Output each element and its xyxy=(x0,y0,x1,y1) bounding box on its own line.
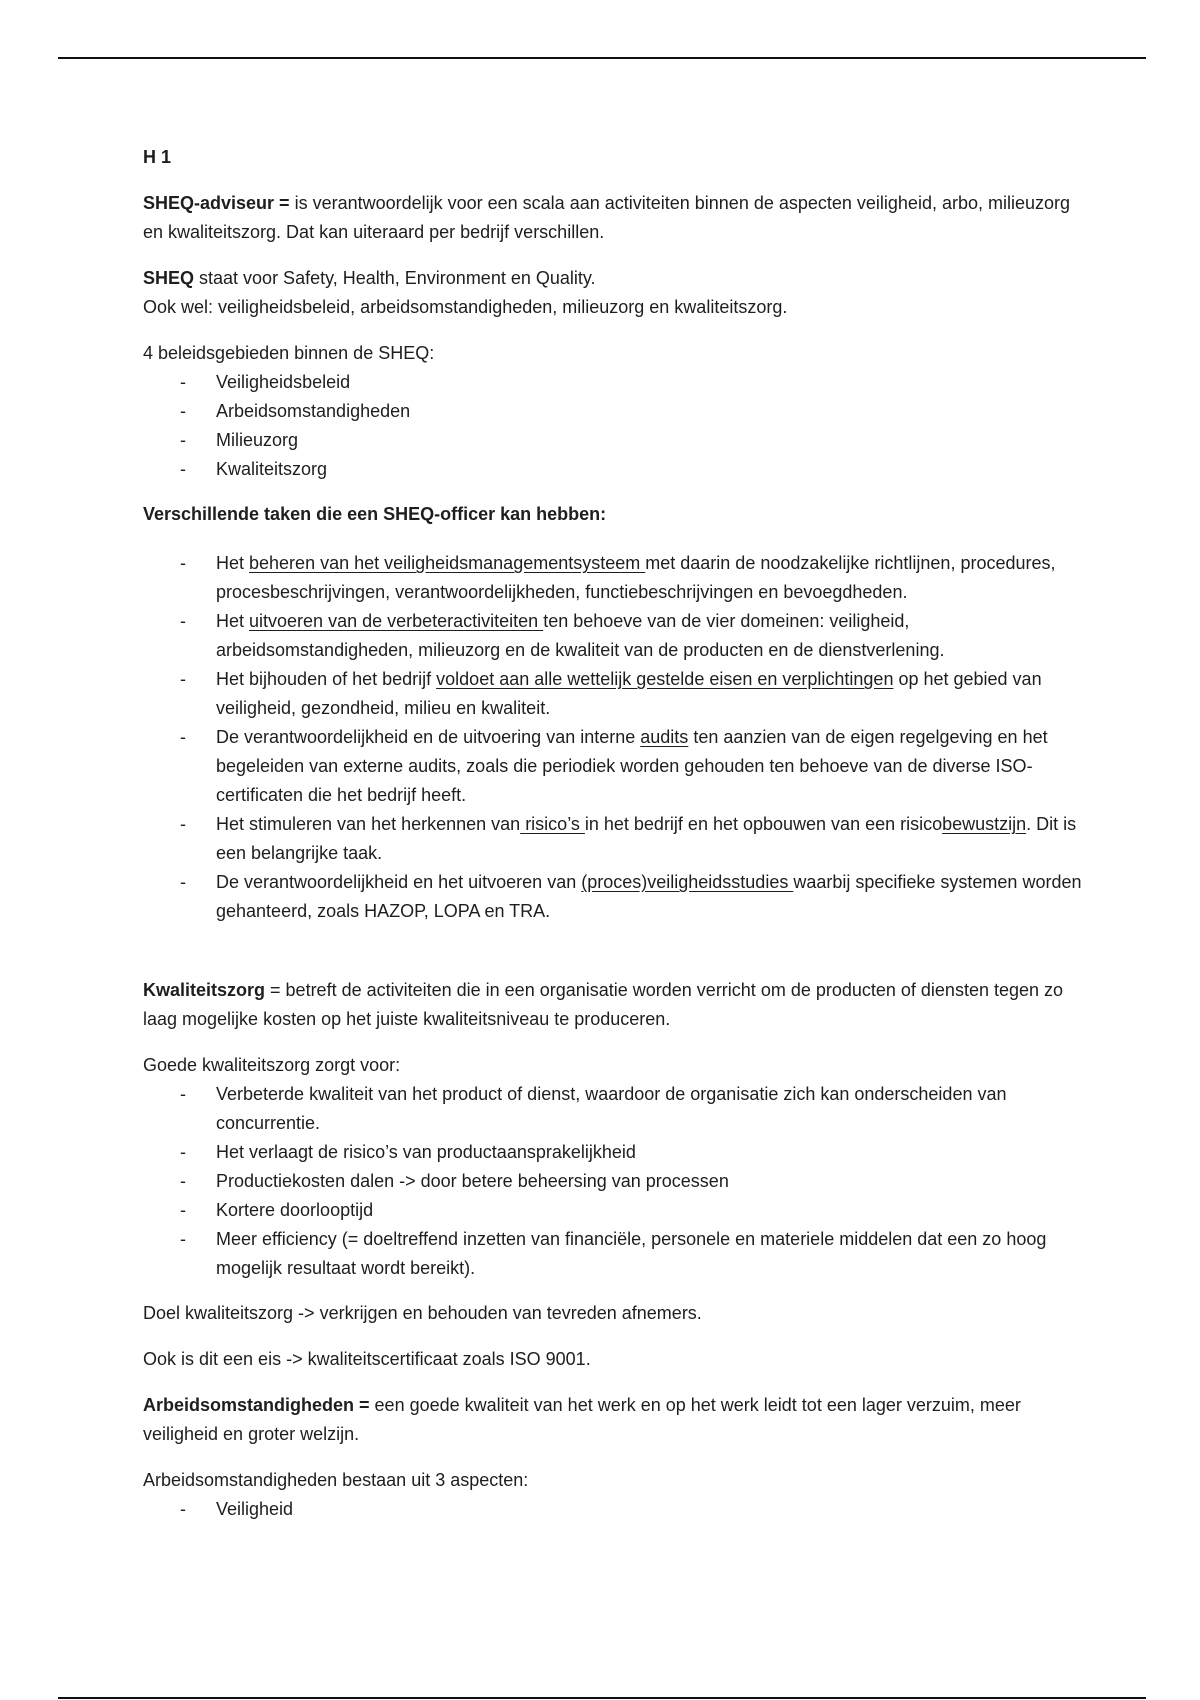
kwaliteitszorg-text: = betreft de activiteiten die in een organisatie worden verricht om de producten of diensten tegen zo laag mogelijke kosten op het juiste kwaliteitsniveau te produceren. xyxy=(143,980,1064,1029)
task-text: op het gebied van veiligheid, gezondheid, milieu en kwaliteit. xyxy=(216,669,1042,718)
list-item xyxy=(143,549,1088,607)
task-text: ten behoeve van de vier domeinen: veiligheid, arbeidsomstandigheden, milieuzorg en de kwaliteit van de producten en de dienstverlening. xyxy=(216,611,945,660)
sheq-line1: staat voor Safety, Health, Environment en Quality. xyxy=(194,268,596,288)
arbo-term: Arbeidsomstandigheden = xyxy=(143,1395,370,1415)
list-item: - Meer efficiency (= doeltreffend inzetten van financiële, personele en materiele middelen dat een zo hoog mogelijk resultaat wordt bereikt). xyxy=(143,1225,1088,1283)
list-item: - Arbeidsomstandigheden xyxy=(143,397,1088,426)
sheq-adviseur-term: SHEQ-adviseur = xyxy=(143,193,290,213)
beleidsgebieden-list xyxy=(143,368,1088,484)
task-underlined: bewustzijn xyxy=(942,814,1027,834)
list-item xyxy=(143,810,1088,868)
task-underlined: audits xyxy=(640,727,689,747)
task-underlined: beheren van het veiligheidsmanagementsysteem xyxy=(249,553,646,573)
list-item xyxy=(143,723,1088,810)
kwaliteitszorg-eis: Ook is dit een eis -> kwaliteitscertificaat zoals ISO 9001. xyxy=(143,1349,591,1369)
arbo-intro: Arbeidsomstandigheden bestaan uit 3 aspecten: xyxy=(143,1470,529,1490)
task-underlined: risico’s xyxy=(520,814,585,834)
spacer xyxy=(143,942,1088,976)
list-item: - Veiligheid xyxy=(143,1495,1088,1524)
taken-list xyxy=(143,549,1088,926)
arbo-definition xyxy=(143,1391,1088,1449)
task-text: waarbij specifieke systemen worden gehanteerd, zoals HAZOP, LOPA en TRA. xyxy=(216,872,1082,921)
sheq-line2: Ook wel: veiligheidsbeleid, arbeidsomstandigheden, milieuzorg en kwaliteitszorg. xyxy=(143,297,788,317)
list-item: - Kwaliteitszorg xyxy=(143,455,1088,484)
sheq-term: SHEQ xyxy=(143,268,195,288)
kwaliteitszorg-term: Kwaliteitszorg xyxy=(143,980,266,1000)
list-item: - Het verlaagt de risico’s van productaansprakelijkheid xyxy=(143,1138,1088,1167)
list-item: - Kortere doorlooptijd xyxy=(143,1196,1088,1225)
arbo-list xyxy=(143,1495,1088,1524)
list-item: - Milieuzorg xyxy=(143,426,1088,455)
task-text: . Dit is een belangrijke taak. xyxy=(216,814,1077,863)
arbo-text: een goede kwaliteit van het werk en op het werk leidt tot een lager verzuim, meer veiligheid en groter welzijn. xyxy=(143,1395,1021,1444)
task-text: ten aanzien van de eigen regelgeving en het begeleiden van externe audits, zoals die periodiek worden gehouden ten behoeve van de diverse ISO-certificaten die het bedrijf heeft. xyxy=(216,727,1048,805)
task-text: Het stimuleren van het herkennen van xyxy=(216,814,521,834)
kwaliteitszorg-list xyxy=(143,1080,1088,1283)
task-text: met daarin de noodzakelijke richtlijnen, procedures, procesbeschrijvingen, verantwoordelijkheden, functiebeschrijvingen en bevoegdheden. xyxy=(216,553,1056,602)
footer-rule xyxy=(58,1697,1146,1699)
sheq-definition xyxy=(143,264,1088,293)
task-text: De verantwoordelijkheid en het uitvoeren van xyxy=(216,872,582,892)
task-text: Het xyxy=(216,553,250,573)
document-body xyxy=(143,143,1088,1540)
beleidsgebieden-intro: 4 beleidsgebieden binnen de SHEQ: xyxy=(143,343,435,363)
header-rule xyxy=(58,57,1146,59)
list-item: - Productiekosten dalen -> door betere beheersing van processen xyxy=(143,1167,1088,1196)
chapter-heading: H 1 xyxy=(143,147,172,167)
list-item xyxy=(143,665,1088,723)
task-underlined: (proces)veiligheidsstudies xyxy=(581,872,794,892)
kwaliteitszorg-definition xyxy=(143,976,1088,1034)
taken-heading: Verschillende taken die een SHEQ-officer kan hebben: xyxy=(143,504,607,524)
list-item: - Verbeterde kwaliteit van het product of dienst, waardoor de organisatie zich kan onderscheiden van concurrentie. xyxy=(143,1080,1088,1138)
kwaliteitszorg-doel: Doel kwaliteitszorg -> verkrijgen en behouden van tevreden afnemers. xyxy=(143,1303,702,1323)
list-item xyxy=(143,868,1088,926)
sheq-adviseur-definition xyxy=(143,189,1088,247)
task-text: in het bedrijf en het opbouwen van een risico xyxy=(584,814,943,834)
kwaliteitszorg-intro: Goede kwaliteitszorg zorgt voor: xyxy=(143,1055,401,1075)
task-text: Het bijhouden of het bedrijf xyxy=(216,669,437,689)
list-item: - Veiligheidsbeleid xyxy=(143,368,1088,397)
task-underlined: voldoet aan alle wettelijk gestelde eisen en verplichtingen xyxy=(436,669,894,689)
sheq-adviseur-text: is verantwoordelijk voor een scala aan activiteiten binnen de aspecten veiligheid, arbo, milieuzorg en kwaliteitszorg. Dat kan uiteraard per bedrijf verschillen. xyxy=(143,193,1071,242)
task-text: De verantwoordelijkheid en de uitvoering van interne xyxy=(216,727,641,747)
list-item xyxy=(143,607,1088,665)
task-underlined: uitvoeren van de verbeteractiviteiten xyxy=(249,611,544,631)
task-text: Het xyxy=(216,611,250,631)
